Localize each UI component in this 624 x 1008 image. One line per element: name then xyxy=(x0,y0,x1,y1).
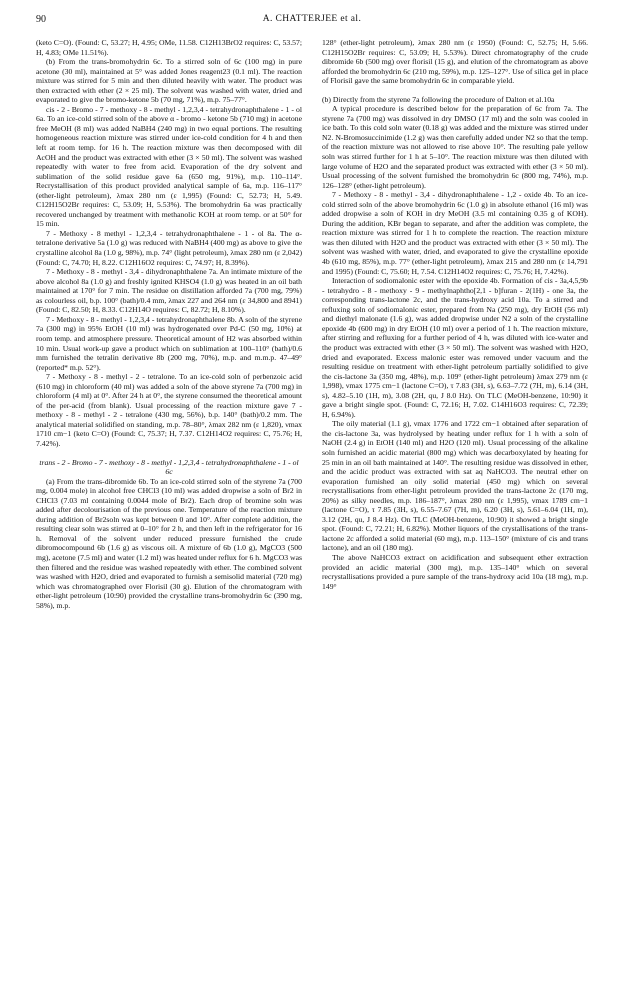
paragraph: The above NaHCO3 extract on acidification and subsequent ether extraction provided an acidic material (300 mg), m.p. 135–140° which on several recrystallisations provided a pure sample of the trans-hydroxy acid 10a (18 mg), m.p. 149° xyxy=(322,552,588,591)
right-column xyxy=(322,38,588,591)
paragraph: cis - 2 - Bromo - 7 - methoxy - 8 - methyl - 1,2,3,4 - tetrahydronaphthalene - 1 - ol 6a. To an ice-cold stirred soln of the above α - bromo - ketone 5b (710 mg) in acetone free MeOH (8 ml) was added NaBH4 (240 mg) in two equal portions. The resulting homogeneous reaction mixture was stirred under ice-cold condition for 4 h and then left at room temp. for 16 h. The reaction mixture was then decomposed with dil AcOH and the product was extracted with ether (3 × 50 ml). The solvent was washed repeatedly with water to free from acid. Evaporation of the dry solvent and sublimation of the solid residue gave 6a (650 mg, 91%), m.p. 110–114°. Recrystallisation of this product provided analytical sample of 6a, m.p. 116–117° (ether-light petroleum), λmax 280 nm (ε 1,995) (Found: C, 52.73; H, 5.49. C12H15O2Br requires: C, 53.09; H, 5.53%). The bromohydrin 6a was practically recovered unchanged by treatment with methanolic KOH at room temp. or at 50° for 15 min. xyxy=(36,104,302,229)
paragraph: A typical procedure is described below for the preparation of 6c from 7a. The styrene 7a (700 mg) was dissolved in dry DMSO (17 ml) and the soln was cooled in ice bath. To this cold soln water (0.18 g) was added and the mixture was stirred under N2. N-Bromosuccinimide (1.2 g) was then carefully added under N2 so that the temp. of the reaction mixture was not allowed to rise above 10°. The resulting pale yellow soln was stirred further for 1 h at 5–10°. The reaction mixture was then diluted with large volume of H2O and the separated product was extracted with ether (3 × 50 ml). Usual processing of the solvent furnished the bromohydrin 6c (800 mg, 74%), m.p. 126–128° (ether-light petroleum). xyxy=(322,104,588,190)
paragraph: Interaction of sodiomalonic ester with the epoxide 4b. Formation of cis - 3a,4,5,9b - tetrahydro - 8 - methoxy - 9 - methylnaphtho[2,1 - b]furan - 2(1H) - one 3a, the corresponding trans-lactone 2c, and the trans-hydroxy acid 10a. To a stirred and refluxing soln of sodiomalonic ester, prepared from Na (250 mg), dry EtOH (56 ml) and diethyl malonate (1.6 g), was added dropwise under N2 a soln of the crystalline epoxide 4b (600 mg) in dry EtOH (10 ml) over a period of 1 h. The reaction mixture, after stirring and refluxing for a further period of 4 h, was diluted with ice-water and the product was extracted with ether (3 × 50 ml). The solvent was washed with H2O, dried and evaporated. Excess malonic ester was removed under vacuum and the resulting residue on treatment with ether-light petroleum partially solidified to give the cis-lactone 3a (350 mg, 48%), m.p. 109° (ether-light petroleum) λmax 279 nm (ε 1,998), νmax 1775 cm−1 (lactone C=O), τ 7.83 (3H, s), 6.63–7.72 (7H, m), 6.14 (3H, s), 4.82–5.10 (1H, m), 3.08 (2H, qu, J 8.0 Hz). On TLC (MeOH-benzene, 10:90) it gave a bright single spot. (Found: C, 72.16; H, 7.02. C14H16O3 requires: C, 72.39; H, 6.94%). xyxy=(322,276,588,419)
paragraph: 7 - Methoxy - 8 - methyl - 2 - tetralone. To an ice-cold soln of perbenzoic acid (610 mg) in chloroform (40 ml) was added a soln of the above styrene 7a (700 mg) in chloroform (4 ml) at 0°. After 24 h at 0°, the styrene consumed the theoretical amount of the per-acid (from blank). Usual processing of the reaction mixture gave 7 - methoxy - 8 - methyl - 2 - tetralone (430 mg, 56%), b.p. 140° (bath)/0.2 mm. The analytical material solidified on standing, m.p. 78–80°, λmax 282 nm (ε 1,820), νmax 1710 cm−1 (keto C=O) (Found: C, 75.37; H, 7.37. C12H14O2 requires: C, 75.76; H, 7.42%). xyxy=(36,372,302,448)
paragraph: (b) From the trans-bromohydrin 6c. To a stirred soln of 6c (100 mg) in pure acetone (30 ml), maintained at 5° was added Jones reagent23 (0.1 ml). The reaction mixture was stirred for 5 min and then diluted heavily with water. The product was then extracted with ether (2 × 25 ml). The solvent was washed with water, dried and evaporated to give the bromo-ketone 5b (70 mg, 71%), m.p. 75–77°. xyxy=(36,57,302,105)
section-heading: (b) Directly from the styrene 7a following the procedure of Dalton et al.10a xyxy=(322,94,555,104)
paragraph: 7 - Methoxy - 8 - methyl - 3,4 - dihydronaphthalene - 1,2 - oxide 4b. To an ice-cold stirred soln of the above bromohydrin 6c (1.0 g) in absolute ethanol (16 ml) was added dropwise a soln of KOH in dry MeOH (3.5 ml containing 0.35 g of KOH). During the addition, KBr began to separate, and after the addition was complete, the reaction mixture was stirred for 1 h to complete the reaction. The reaction mixture was then diluted with H2O and the product was extracted with ether (3 × 50 ml). The solvent was washed with water, dried, and evaporated to give the crystalline epoxide 4b (610 mg, 85%), m.p. 77° (ether-light petroleum), λmax 215 and 280 nm (ε 14,791 and 1995) (Found: C, 75.60; H, 7.54. C12H14O2 requires: C, 75.76; H, 7.42%). xyxy=(322,190,588,276)
paragraph: The oily material (1.1 g), νmax 1776 and 1722 cm−1 obtained after separation of the cis-lactone 3a, was hydrolysed by heating under reflux for 1 h with a soln of NaOH (2.4 g) in EtOH (140 ml) and H2O (120 ml). Usual processing of the alkaline soln furnished an acidic material (800 mg) which was decarboxylated by heating for 25 min in an oil bath maintained at 140°. The resulting residue was dissolved in ether, and the acidic product was extracted with sat aq NaHCO3. The neutral ether on evaporation furnished an oily solid material (450 mg) which on several recrystallisations from ether-light petroleum provided the trans-lactone 2c (170 mg, 20%) as silky needles, m.p. 186–187°, λmax 280 nm (ε 1,995), νmax 1789 cm−1 (lactone C=O), τ 7.85 (3H, s), 6.55–7.67 (7H, m), 6.20 (3H, s), 5.61–6.04 (1H, m), 3.12 (2H, qu, J 8.4 Hz). On TLC (MeOH-benzene, 10:90) it showed a bright single spot. (Found: C, 72.21; H, 6.82%). Mother liquors of the crystallisations of the trans-lactone 2c afforded a solid material (60 mg), m.p. 113–150° (mixture of cis and trans lactone), and an oil (180 mg). xyxy=(322,419,588,553)
paragraph: 7 - Methoxy - 8 methyl - 1,2,3,4 - tetrahydronaphthalene - 1 - ol 8a. The α-tetralone derivative 5a (1.0 g) was reduced with NaBH4 (400 mg) as above to give the crystalline alcohol 8a (1.0 g, 98%), m.p. 74° (light petroleum), λmax 280 nm (ε 2,042) (Found: C, 74.70; H, 8.22. C12H16O2 requires: C, 74.97; H, 8.39%). xyxy=(36,228,303,267)
paragraph: 128° (ether-light petroleum), λmax 280 nm (ε 1950) (Found: C, 52.75; H, 5.66. C12H15O2Br requires: C, 53.09; H, 5.53%). Direct chromatography of the crude dibromide 6b (500 mg) over florisil (15 g), and elution of the chromatogram as above afforded the bromohydrin 6c (210 mg, 59%), m.p. 125–127°. Use of silica gel in place of Florisil gave the same bromohydrin 6c in comparable yield. xyxy=(322,38,588,86)
paragraph: (a) From the trans-dibromide 6b. To an ice-cold stirred soln of the styrene 7a (700 mg, 0.004 mole) in alcohol free CHCl3 (10 ml) was added dropwise a soln of Br2 in CHCl3 (7.03 ml containing 0.0044 mole of Br2). Each drop of bromine soln was added after decolourisation of the previous one. Temperature of the reaction mixture during addition of Br2soln was kept between 0 and 10°. After complete addition, the resulting clear soln was stirred at 0–10° for 2 h, and then left in the refrigerator for 16 h. Removal of the solvent under reduced pressure furnished the crude dibromocompound 6b (1.6 g) as viscous oil. A mixture of 6b (1.0 g), MgCO3 (500 mg), acetone (7.5 ml) and water (1.2 ml) was heated under reflux for 6 h. MgCO3 was then filtered and the residue was washed repeatedly with ether. The combined solvent was washed with H2O, dried and evaporated to furnish a semisolid material (720 mg) which was chromatographed over Florisil (30 g). Elution of the chromatogram with ether-light petroleum (10:90) provided the crystalline trans-bromohydrin 6c (390 mg, 58%), m.p. xyxy=(36,476,302,610)
left-column xyxy=(36,38,302,610)
page-number: 90 xyxy=(36,14,46,25)
paragraph: 7 - Methoxy - 8 - methyl - 1,2,3,4 - tetrahydronaphthalene 8b. A soln of the styrene 7a (300 mg) in 95% EtOH (10 ml) was hydrogenated over Pd-C (50 mg, 10%) at room temp. and atmosphere pressure. Theoretical amount of H2 was absorbed within 10 min. Usual work-up gave a product which on sublimation at 100–110° (bath)/0.6 mm furnished the tetralin derivative 8b (200 mg, 70%), m.p. and m.m.p. 47–49° (reported* m.p. 52°). xyxy=(36,314,302,372)
running-head: A. CHATTERJEE et al. xyxy=(262,14,362,24)
section-heading: trans - 2 - Bromo - 7 - methoxy - 8 - methyl - 1,2,3,4 - tetrahydronaphthalene - 1 - ol 6c xyxy=(39,457,299,477)
paragraph: 7 - Methoxy - 8 - methyl - 3,4 - dihydronaphthalene 7a. An intimate mixture of the above alcohol 8a (1.0 g) and freshly ignited KHSO4 (1.0 g) was heated in an oil bath maintained at 170° for 7 min. The residue on distillation afforded 7a (700 mg, 79%) as colourless oil, b.p. 100° (bath)/0.4 mm, λmax 227 and 264 nm (ε 34,800 and 8941) (Found: C, 82.50; H, 8.33. C12H14O requires: C, 82.72; H, 8.10%). xyxy=(36,267,302,315)
paragraph: (keto C=O). (Found: C, 53.27; H, 4.95; OMe, 11.58. C12H13BrO2 requires: C, 53.57; H, 4.83; OMe 11.51%). xyxy=(36,38,302,57)
